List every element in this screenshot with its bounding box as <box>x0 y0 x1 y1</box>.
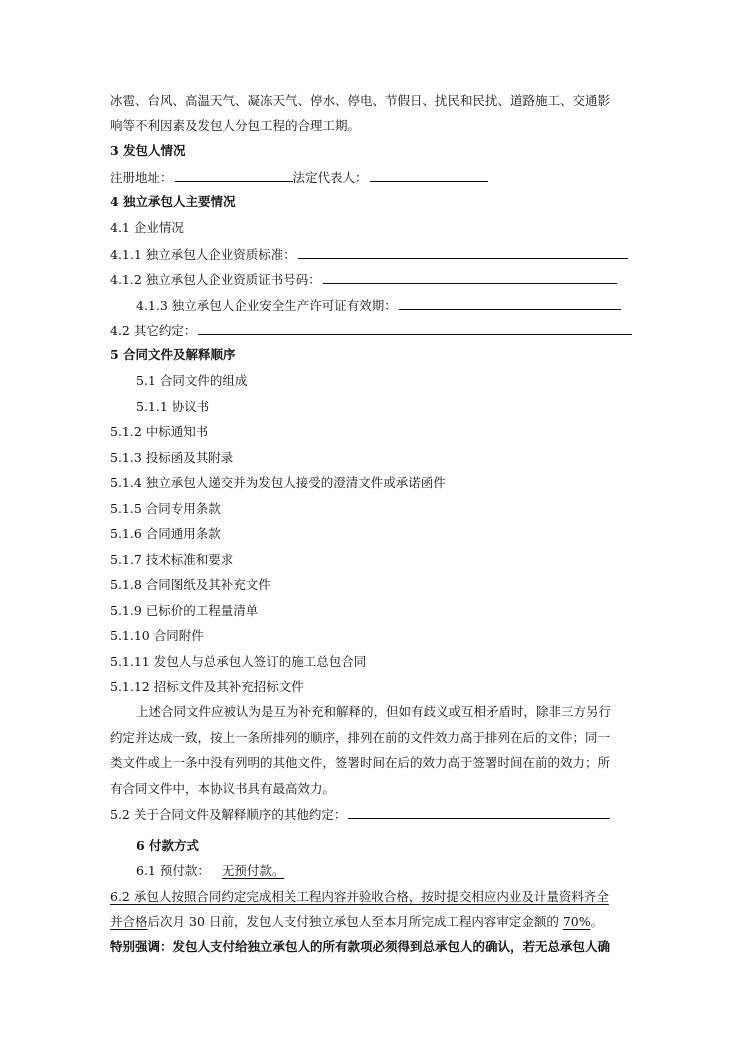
intro-line-1: 冰雹、台风、高温天气、凝冻天气、停水、停电、节假日、扰民和民扰、道路施工、交通影 <box>110 93 611 108</box>
item-6-1-row <box>136 862 666 880</box>
registered-address-row <box>110 168 640 187</box>
item-5-1-7: 5.1.7 技术标准和要求 <box>110 552 234 567</box>
item-6-2-qualified: 并合格 <box>110 914 148 929</box>
item-5-2-label: 5.2 关于合同文件及解释顺序的其他约定： <box>110 807 347 822</box>
paragraph-line-4: 有合同文件中，本协议书具有最高效力。 <box>110 781 336 796</box>
item-5-1-12: 5.1.12 招标文件及其补充招标文件 <box>110 679 304 694</box>
item-4-1-1-label: 4.1.1 独立承包人企业资质标准： <box>110 247 296 262</box>
item-5-1-8: 5.1.8 合同图纸及其补充文件 <box>110 577 271 592</box>
item-6-2-percent: 70% <box>562 914 591 929</box>
item-4-1: 4.1 企业情况 <box>110 220 184 235</box>
item-5-2-blank[interactable] <box>348 805 610 819</box>
intro-line-2: 响等不利因素及发包人分包工程的合理工期。 <box>110 118 361 133</box>
item-4-1-3-blank[interactable] <box>399 296 621 310</box>
item-4-1-3-row <box>136 296 666 315</box>
legal-rep-blank[interactable] <box>370 168 488 182</box>
paragraph-line-1: 上述合同文件应被认为是互为补充和解释的，但如有歧义或互相矛盾时，除非三方另行 <box>136 704 612 719</box>
item-5-1-3: 5.1.3 投标函及其附录 <box>110 450 234 465</box>
registered-address-label: 注册地址： <box>110 170 173 185</box>
item-5-1-11: 5.1.11 发包人与总承包人签订的施工总包合同 <box>110 654 367 669</box>
item-5-1-4: 5.1.4 独立承包人递交并为发包人接受的澄清文件或承诺函件 <box>110 475 446 490</box>
item-4-1-1-row <box>110 245 640 264</box>
special-emphasis: 特别强调：发包人支付给独立承包人的所有款项必须得到总承包人的确认，若无总承包人确 <box>110 939 611 954</box>
item-4-1-2-row <box>110 270 640 289</box>
item-4-1-2-label: 4.1.2 独立承包人企业资质证书号码： <box>110 272 321 287</box>
section-4-heading: 4 独立承包人主要情况 <box>110 194 236 209</box>
item-5-1-10: 5.1.10 合同附件 <box>110 628 204 643</box>
item-5-2-row <box>110 805 640 824</box>
item-5-1-6: 5.1.6 合同通用条款 <box>110 526 221 541</box>
section-5-heading: 5 合同文件及解释顺序 <box>110 347 236 362</box>
item-5-1-5: 5.1.5 合同专用条款 <box>110 501 221 516</box>
item-6-2-text: 后次月 30 日前，发包人支付独立承包人至本月所完成工程内容审定金额的 <box>147 914 563 929</box>
registered-address-blank[interactable] <box>175 168 293 182</box>
section-6-heading: 6 付款方式 <box>136 838 200 853</box>
item-4-2-row <box>110 321 640 340</box>
item-6-2-end: 。 <box>590 914 604 929</box>
item-6-1-label: 6.1 预付款： <box>136 863 210 878</box>
item-6-2-line-2 <box>110 913 640 931</box>
item-5-1-2: 5.1.2 中标通知书 <box>110 424 209 439</box>
item-4-1-1-blank[interactable] <box>298 245 628 259</box>
paragraph-line-3: 类文件或上一条中没有列明的其他文件，签署时间在后的效力高于签署时间在前的效力；所 <box>110 755 611 770</box>
item-5-1: 5.1 合同文件的组成 <box>136 373 248 388</box>
paragraph-line-2: 约定并达成一致，按上一条所排列的顺序，排列在前的文件效力高于排列在后的文件；同一 <box>110 730 611 745</box>
item-6-2-line-1: 6.2 承包人按照合同约定完成相关工程内容并验收合格，按时提交相应内业及计量资料齐全 <box>110 889 609 904</box>
item-5-1-1: 5.1.1 协议书 <box>136 399 210 414</box>
item-4-2-label: 4.2 其它约定： <box>110 323 197 338</box>
section-3-heading: 3 发包人情况 <box>110 143 186 158</box>
item-5-1-9: 5.1.9 已标价的工程量清单 <box>110 603 259 618</box>
legal-rep-label: 法定代表人： <box>292 170 368 185</box>
item-4-1-2-blank[interactable] <box>323 270 617 284</box>
item-6-1-value: 无预付款。 <box>221 863 285 878</box>
item-4-2-blank[interactable] <box>198 321 632 335</box>
item-4-1-3-label: 4.1.3 独立承包人企业安全生产许可证有效期： <box>136 298 397 313</box>
